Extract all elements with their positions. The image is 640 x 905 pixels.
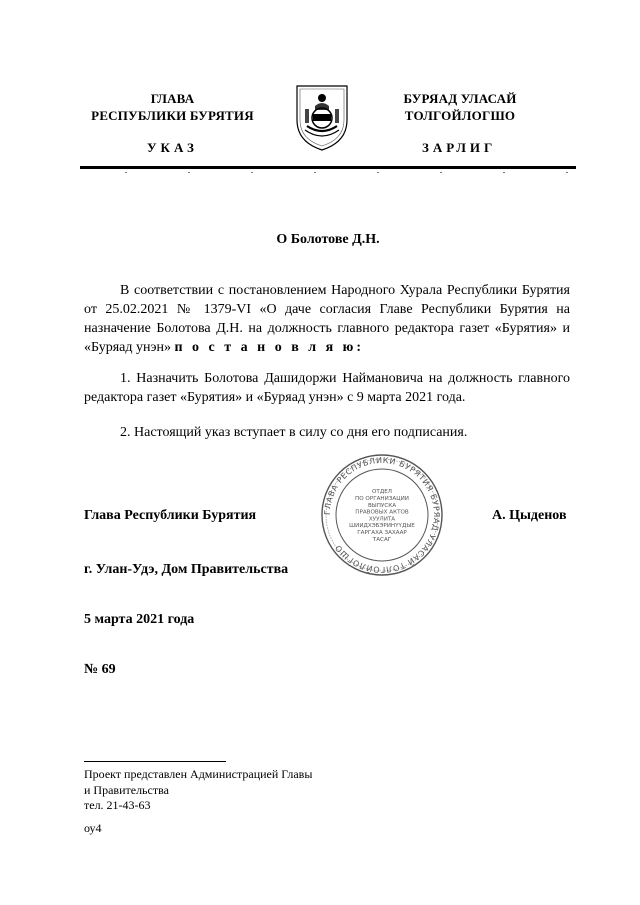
header-dotted-divider (80, 172, 576, 178)
header-right (385, 90, 535, 124)
preamble-text: В соответствии с постановлением Народного Хурала Республики Бурятия от 25.02.2021 № 1379-VI «О даче согласия Главе Республики Бурятия на назначение Болотова Д.Н. на должность главного редактора газет «Бурятия» и «Буряад унэн» (84, 283, 570, 355)
clause-2 (84, 423, 570, 442)
divider-dot (314, 172, 316, 173)
footer-divider (84, 761, 226, 762)
seal-center-line: ОТДЕЛ (372, 489, 392, 496)
coat-of-arms-icon (293, 80, 351, 152)
seal-center-line: ШИИДХЭБЭРИНҮҮДЫЕ (349, 523, 415, 530)
footer-phone: тел. 21-43-63 (84, 798, 151, 812)
header-right-line1: БУРЯАД УЛАСАЙ (403, 91, 517, 106)
signatory-name: А. Цыденов (492, 508, 567, 523)
divider-dot (125, 172, 127, 173)
seal-center-line: ХУУЛИТА (368, 516, 396, 523)
divider-dot (251, 172, 253, 173)
seal-center-line: ПО ОРГАНИЗАЦИИ (355, 496, 409, 502)
footer-line-1: Проект представлен Администрацией Главы (84, 767, 313, 781)
divider-dot (503, 172, 505, 173)
doc-kind-left: УКАЗ (147, 140, 198, 155)
decree-title: О Болотове Д.Н. (276, 232, 380, 247)
decree-date: 5 марта 2021 года (84, 612, 195, 627)
footer-line-2: и Правительства (84, 783, 169, 797)
header-divider (80, 166, 576, 169)
footer-code: оу4 (84, 821, 102, 835)
divider-dot (440, 172, 442, 173)
place-of-signing: г. Улан-Удэ, Дом Правительства (84, 562, 289, 577)
header-right-line2: ТОЛГОЙЛОГШО (404, 108, 516, 123)
official-seal-icon (316, 452, 448, 578)
header-left (80, 90, 265, 124)
seal-ring-text: ГЛАВА РЕСПУБЛИКИ БУРЯТИЯ БУРЯАД УЛАСАЙ ТОЛГОЙЛОГШО (322, 455, 442, 575)
seal-center-line: ПРАВОВЫХ АКТОВ (355, 509, 409, 516)
clause-2-text: 2. Настоящий указ вступает в силу со дня его подписания. (120, 425, 468, 440)
seal-center-line: ГАРГАХА ЗАХААР (357, 530, 407, 536)
clause-1-text: 1. Назначить Болотова Дашидоржи Наймановича на должность главного редактора газет «Бурятия» и «Буряад унэн» с 9 марта 2021 года. (84, 371, 570, 405)
seal-center-line: ТАСАГ (372, 536, 392, 543)
divider-dot (566, 172, 568, 173)
header-left-line2: РЕСПУБЛИКИ БУРЯТИЯ (91, 108, 254, 123)
decree-number: № 69 (84, 662, 116, 677)
signatory-position: Глава Республики Бурятия (84, 508, 257, 523)
clause-1 (84, 369, 570, 407)
divider-dot (377, 172, 379, 173)
divider-dot (188, 172, 190, 173)
header-left-line1: ГЛАВА (150, 91, 195, 106)
seal-center-line: ВЫПУСКА (367, 502, 397, 509)
decree-word: п о с т а н о в л я ю: (174, 340, 365, 355)
preamble-paragraph (84, 281, 570, 357)
doc-kind-right: ЗАРЛИГ (422, 140, 497, 155)
